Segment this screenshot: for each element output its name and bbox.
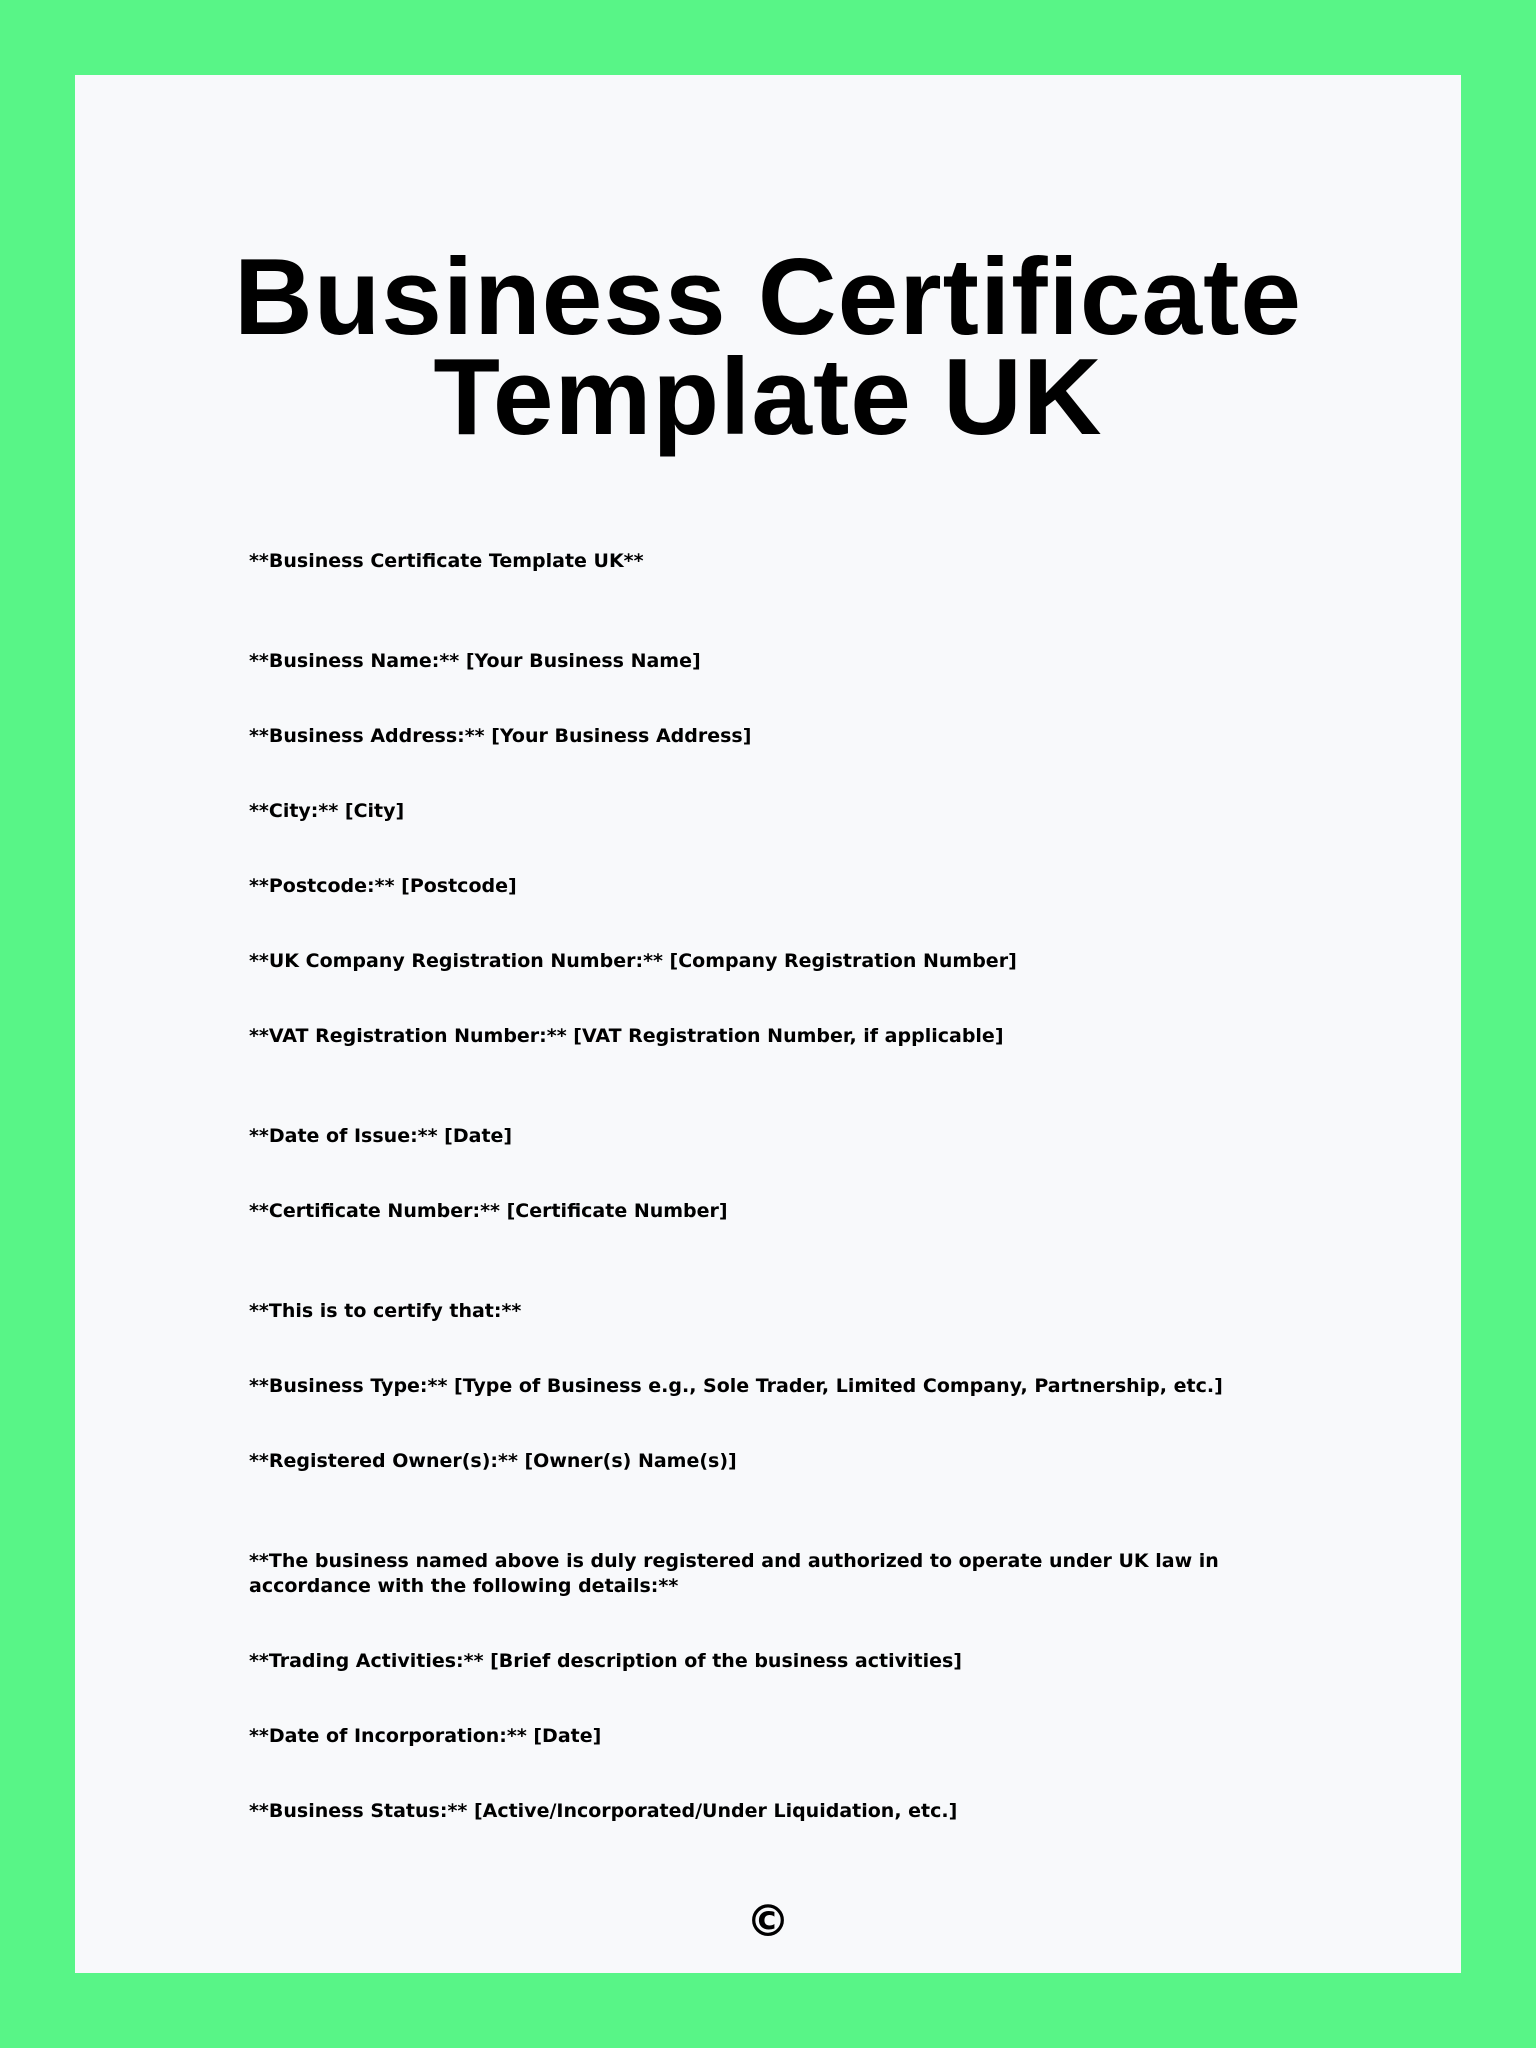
vat-registration-line: **VAT Registration Number:** [VAT Registration Number, if applicable]: [249, 1025, 1004, 1047]
date-of-incorporation-line: **Date of Incorporation:** [Date]: [249, 1725, 602, 1747]
registered-owners-line: **Registered Owner(s):** [Owner(s) Name(s)]: [249, 1450, 737, 1472]
registration-statement-line: **The business named above is duly registered and authorized to operate under UK law in accordance with the following details:**: [249, 1550, 1219, 1597]
company-registration-line: **UK Company Registration Number:** [Company Registration Number]: [249, 950, 1017, 972]
copyright-icon: ©: [746, 1896, 790, 1947]
date-of-issue-line: **Date of Issue:** [Date]: [249, 1125, 513, 1147]
trading-activities-line: **Trading Activities:** [Brief description of the business activities]: [249, 1650, 962, 1672]
business-address-line: **Business Address:** [Your Business Address]: [249, 725, 752, 747]
city-line: **City:** [City]: [249, 800, 405, 822]
business-type-line: **Business Type:** [Type of Business e.g., Sole Trader, Limited Company, Partnership, etc.]: [249, 1375, 1223, 1397]
business-status-line: **Business Status:** [Active/Incorporated/Under Liquidation, etc.]: [249, 1800, 958, 1822]
heading-line: **Business Certificate Template UK**: [249, 550, 644, 572]
certificate-number-line: **Certificate Number:** [Certificate Number]: [249, 1200, 728, 1222]
business-name-line: **Business Name:** [Your Business Name]: [249, 650, 701, 672]
certify-line: **This is to certify that:**: [249, 1300, 522, 1322]
document-title: Business Certificate Template UK: [233, 236, 1302, 458]
document-page: [75, 75, 1461, 1973]
postcode-line: **Postcode:** [Postcode]: [249, 875, 517, 897]
